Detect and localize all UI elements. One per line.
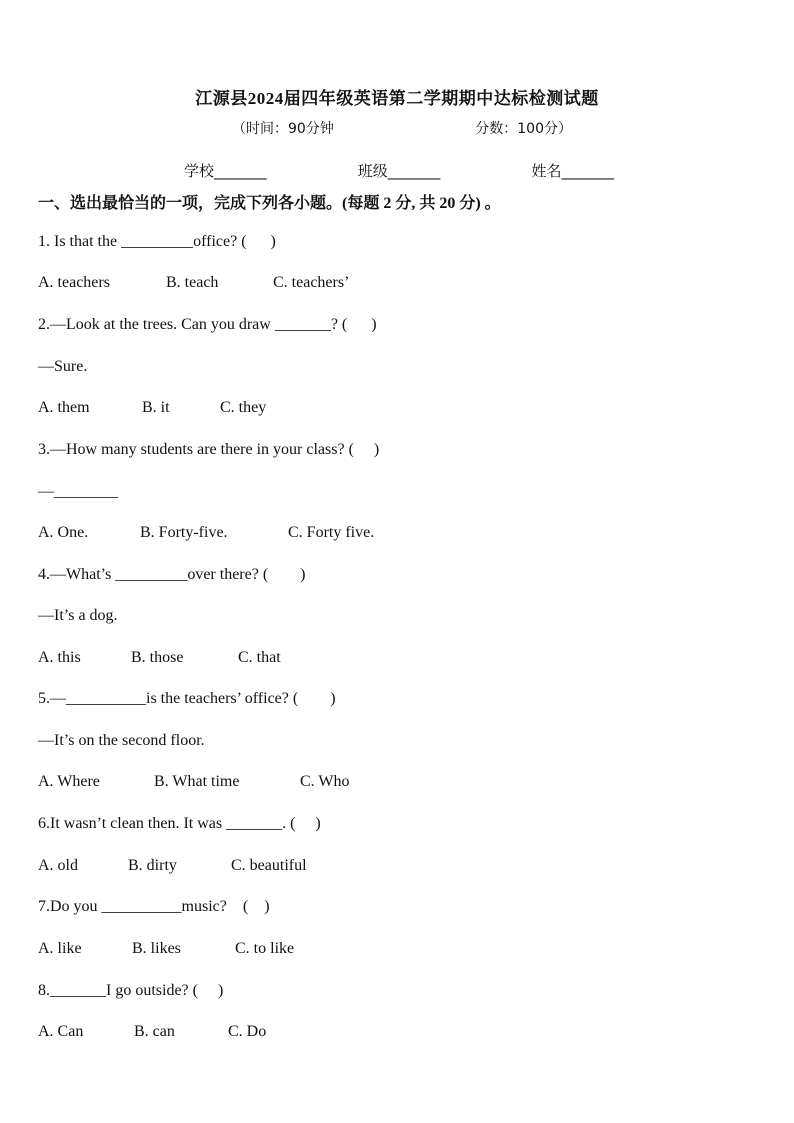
option-a: A. Where (38, 773, 100, 790)
question-3-options (38, 524, 374, 542)
option-c: C. they (220, 399, 267, 416)
option-b: B. those (131, 649, 184, 666)
question-5: 5.—__________is the teachers’ office? ( ) (38, 690, 336, 707)
question-5-answer-line: —It’s on the second floor. (38, 732, 205, 749)
question-8-options (38, 1023, 266, 1041)
option-a: A. them (38, 399, 90, 416)
question-4: 4.—What’s _________over there? ( ) (38, 566, 306, 583)
option-a: A. Can (38, 1023, 84, 1040)
question-4-answer-line: —It’s a dog. (38, 607, 118, 624)
option-b: B. What time (154, 773, 240, 790)
time-limit: （时间：90分钟 (232, 121, 334, 137)
question-5-options (38, 773, 349, 791)
question-3: 3.—How many students are there in your class? ( ) (38, 441, 380, 458)
option-c: C. Do (228, 1023, 267, 1040)
school-field: 学校_______ (184, 162, 267, 180)
option-b: B. dirty (128, 857, 177, 874)
question-1: 1. Is that the _________office? ( ) (38, 233, 276, 250)
question-8: 8._______I go outside? ( ) (38, 982, 224, 999)
question-7: 7.Do you __________music? ( ) (38, 898, 270, 915)
option-b: B. it (142, 399, 170, 416)
question-4-options (38, 649, 281, 667)
option-a: A. teachers (38, 274, 110, 291)
option-a: A. this (38, 649, 81, 666)
option-c: C. teachers’ (273, 274, 350, 291)
option-b: B. can (134, 1023, 175, 1040)
question-6-options (38, 857, 307, 875)
question-2-options (38, 399, 266, 417)
option-c: C. Who (300, 773, 350, 790)
option-b: B. teach (166, 274, 219, 291)
exam-subtitle (232, 118, 572, 138)
option-a: A. One. (38, 524, 89, 541)
question-2: 2.—Look at the trees. Can you draw _______? ( ) (38, 316, 377, 333)
name-field: 姓名_______ (531, 162, 614, 180)
option-c: C. Forty five. (288, 524, 375, 541)
question-7-options (38, 940, 294, 958)
class-field: 班级_______ (357, 162, 441, 180)
option-c: C. that (238, 649, 281, 666)
question-3-answer-line: —________ (38, 483, 118, 500)
exam-title: 江源县2024届四年级英语第二学期期中达标检测试题 (195, 89, 599, 108)
option-b: B. Forty-five. (140, 524, 228, 541)
total-score: 分数：100分） (475, 121, 572, 137)
question-1-options (38, 274, 349, 292)
option-c: C. to like (235, 940, 295, 957)
student-info (184, 160, 614, 181)
section-heading: 一、选出最恰当的一项，完成下列各小题。(每题 2 分, 共 20 分) 。 (38, 195, 501, 212)
option-a: A. old (38, 857, 78, 874)
question-2-answer-line: —Sure. (38, 358, 88, 375)
option-c: C. beautiful (231, 857, 307, 874)
question-6: 6.It wasn’t clean then. It was _______. ( ) (38, 815, 321, 832)
option-b: B. likes (132, 940, 181, 957)
option-a: A. like (38, 940, 82, 957)
